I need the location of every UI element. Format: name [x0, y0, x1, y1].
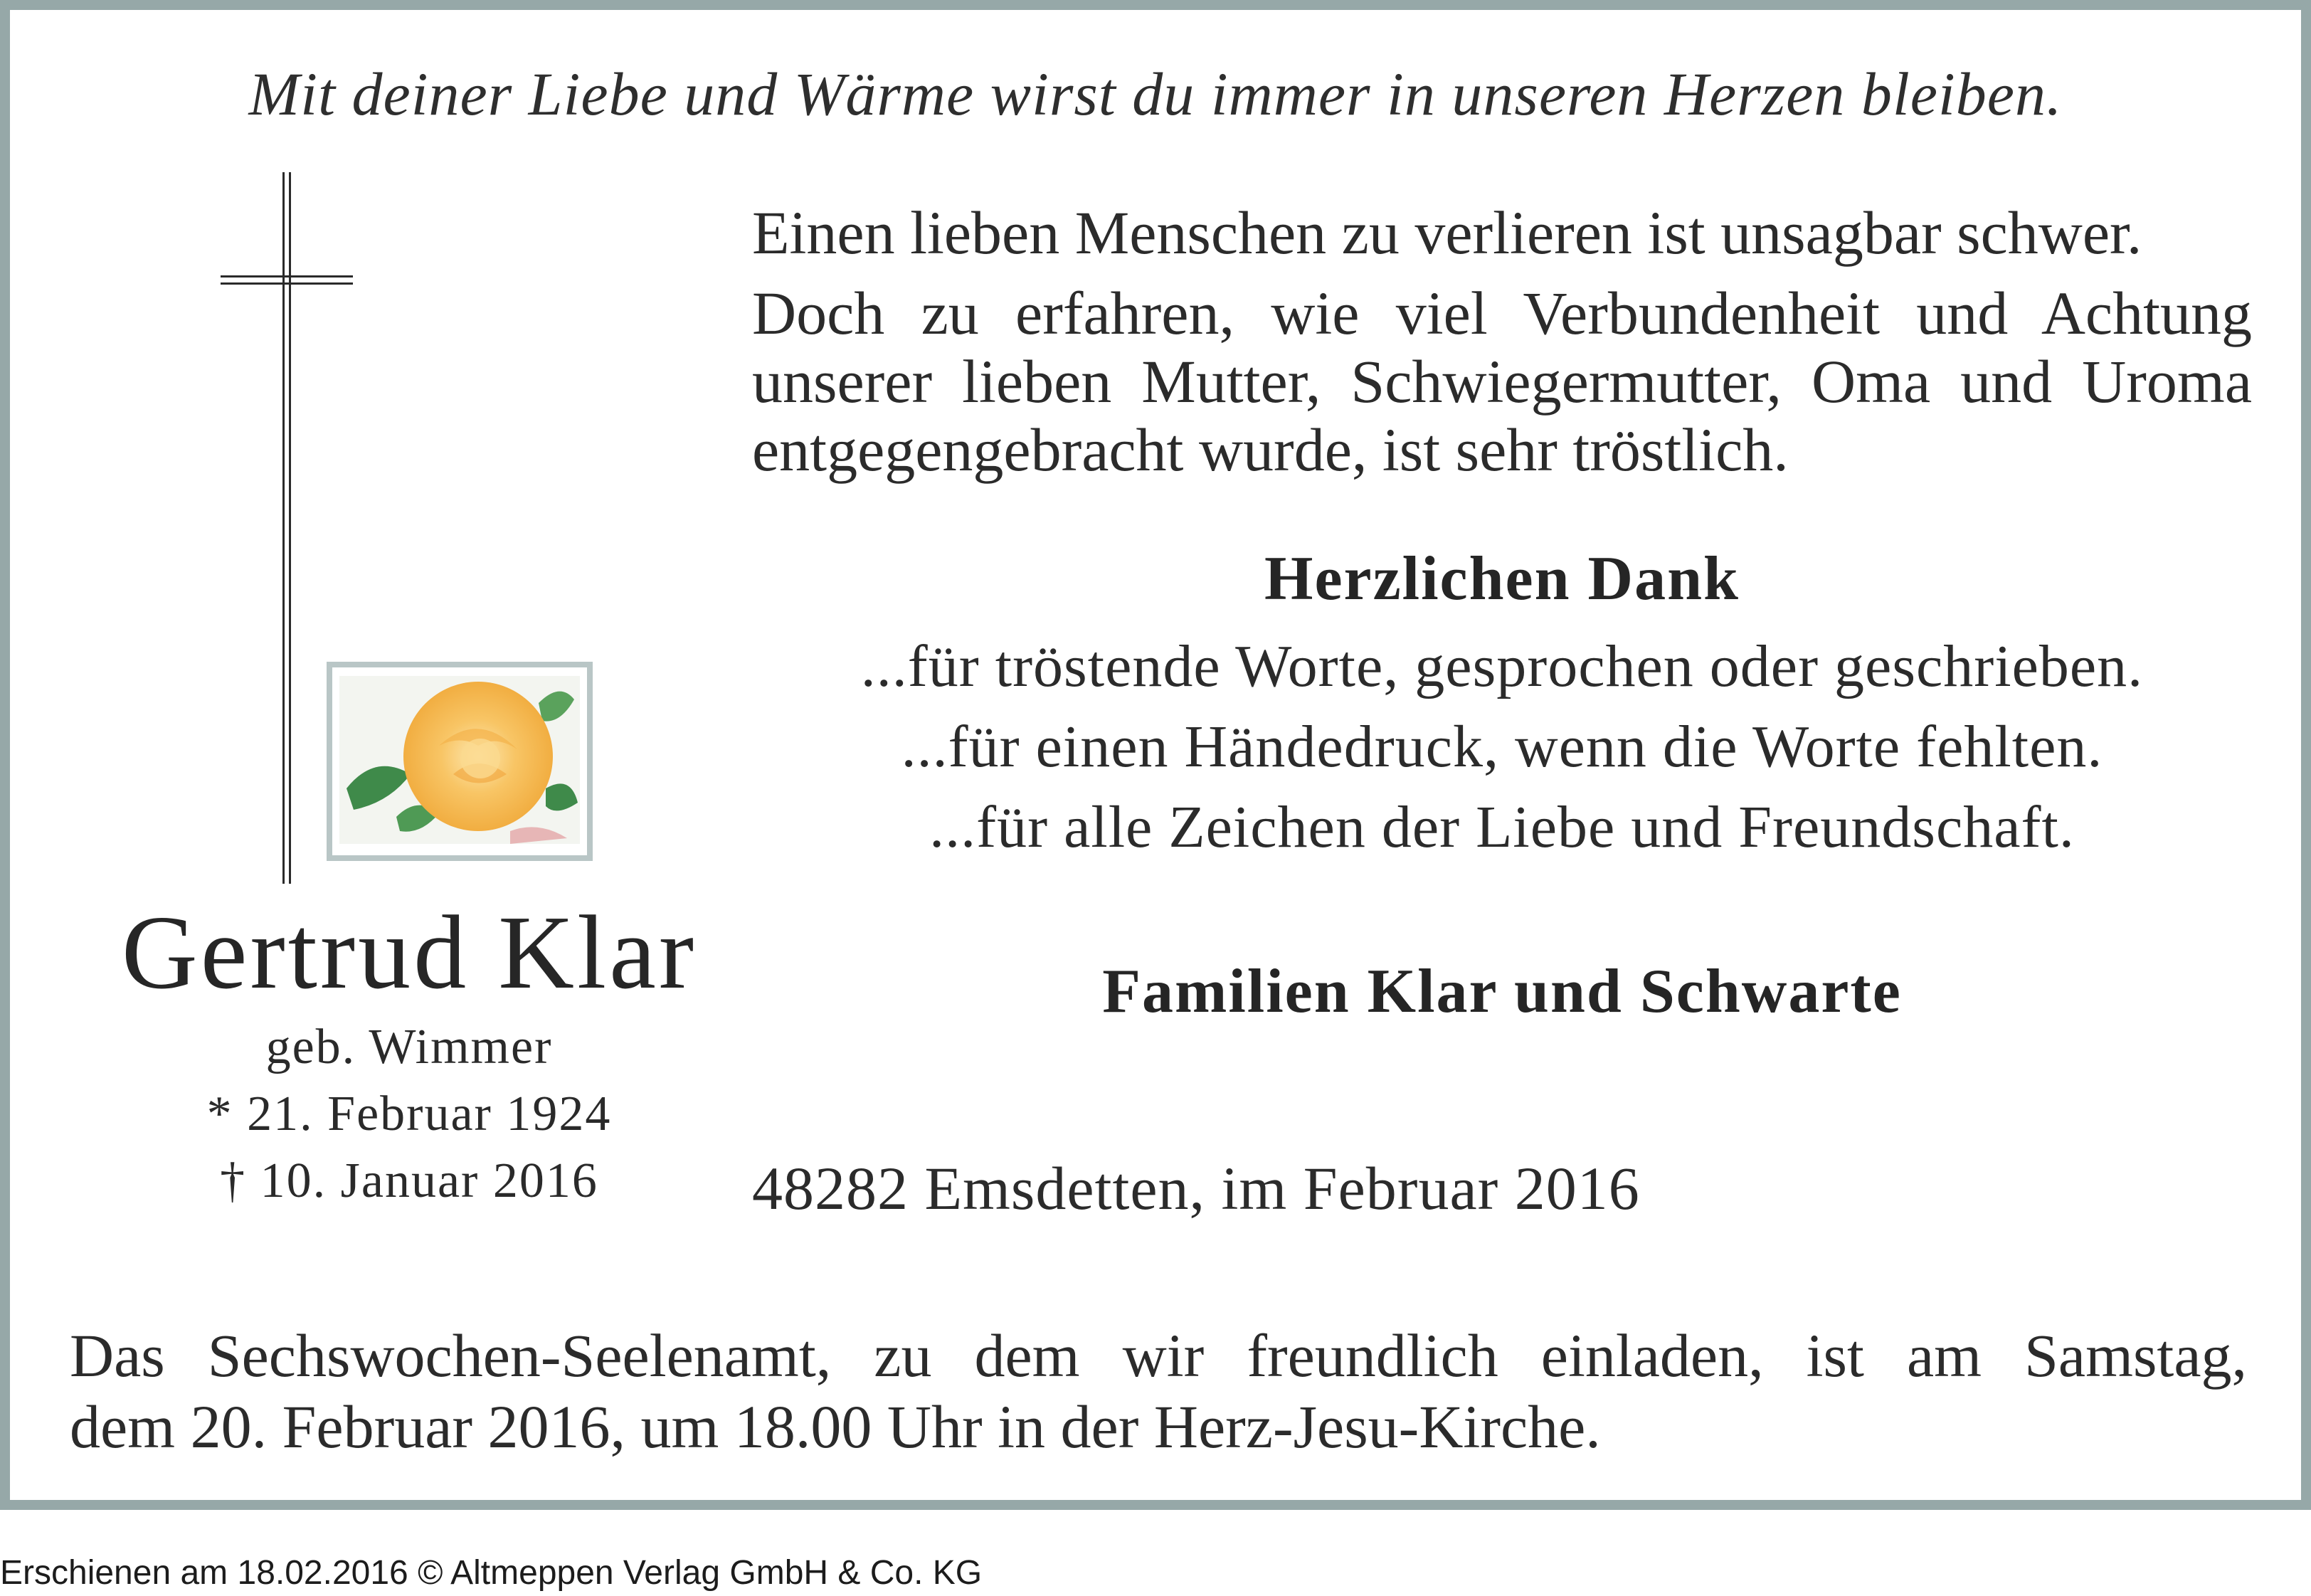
- motto: Mit deiner Liebe und Wärme wirst du immer in unseren Herzen bleiben.: [248, 60, 2063, 128]
- yellow-rose-icon: [332, 667, 587, 855]
- maiden-name: geb. Wimmer: [265, 1020, 553, 1074]
- message-line-2: Doch zu erfahren, wie viel Verbundenheit und Achtung: [752, 279, 2252, 347]
- rose-photo: [327, 662, 593, 861]
- thanks-line: ...für alle Zeichen der Liebe und Freundschaft.: [929, 794, 2075, 860]
- message-line-3: unserer lieben Mutter, Schwiegermutter, Oma und Uroma: [752, 347, 2252, 416]
- death-date: † 10. Januar 2016: [220, 1153, 598, 1208]
- mass-line-2: dem 20. Februar 2016, um 18.00 Uhr in der Herz-Jesu-Kirche.: [70, 1392, 1601, 1461]
- birth-date: * 21. Februar 1924: [206, 1087, 612, 1141]
- thanks-title: Herzlichen Dank: [1264, 544, 1740, 613]
- thanks-line: ...für einen Händedruck, wenn die Worte fehlten.: [901, 714, 2103, 780]
- deceased-name: Gertrud Klar: [121, 894, 697, 1011]
- mass-line-1: Das Sechswochen-Seelenamt, zu dem wir freundlich einladen, ist am Samstag,: [70, 1321, 2247, 1390]
- publication-footer: Erschienen am 18.02.2016 © Altmeppen Verlag GmbH & Co. KG: [0, 1554, 983, 1592]
- message-paragraph: [752, 279, 2252, 484]
- deceased-info: [92, 894, 726, 1215]
- thanks-section: [752, 543, 2252, 615]
- mass-announcement: [70, 1320, 2247, 1462]
- message-line-4: entgegengebracht wurde, ist sehr tröstlich.: [752, 416, 1789, 484]
- thanks-lines: [752, 626, 2252, 867]
- families-signature: Familien Klar und Schwarte: [1102, 957, 1902, 1026]
- thanks-line: ...für tröstende Worte, gesprochen oder geschrieben.: [860, 633, 2144, 699]
- message-line-1: Einen lieben Menschen zu verlieren ist unsagbar schwer.: [752, 199, 2142, 267]
- place-date: 48282 Emsdetten, im Februar 2016: [752, 1154, 1640, 1222]
- families-section: [752, 956, 2252, 1027]
